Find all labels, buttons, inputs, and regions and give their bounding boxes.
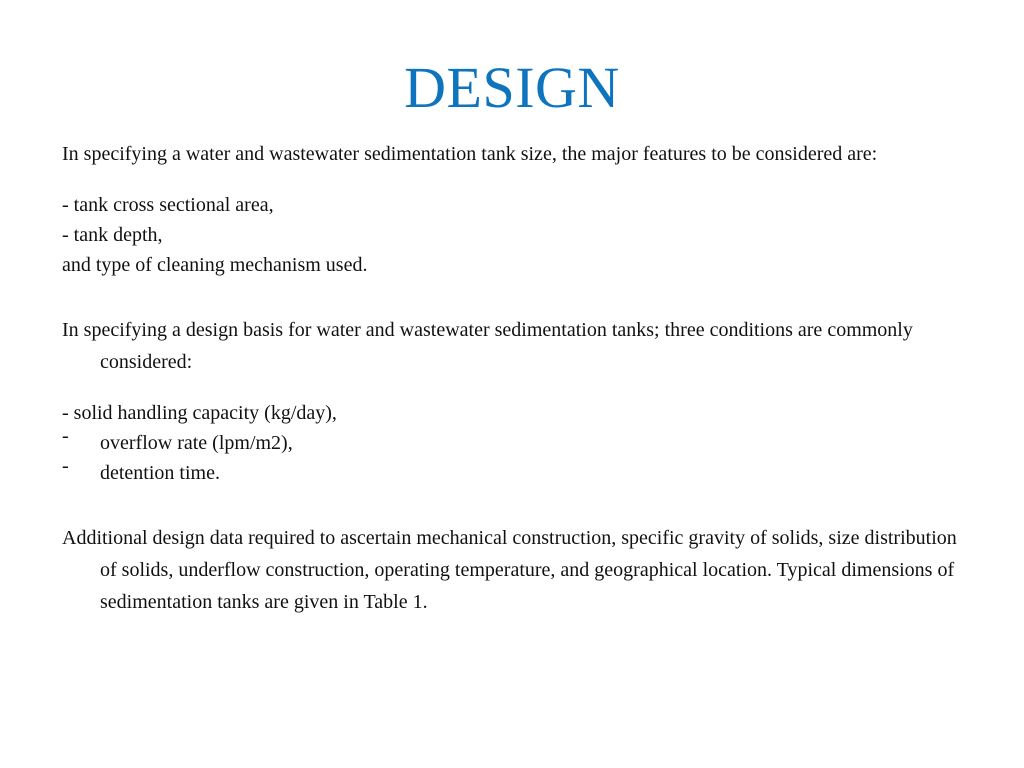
condition-item-overflow: [62, 425, 962, 458]
intro-paragraph: In specifying a water and wastewater sedimentation tank size, the major features to be considered are:: [62, 143, 878, 165]
condition-item-text: detention time.: [100, 462, 220, 484]
slide-title: DESIGN: [404, 55, 620, 120]
slide-body: [62, 138, 962, 618]
condition-item-solids: - solid handling capacity (kg/day),: [62, 402, 337, 424]
feature-item-cleaning: and type of cleaning mechanism used.: [62, 254, 368, 276]
condition-item-text: overflow rate (lpm/m2),: [100, 432, 293, 454]
design-basis-paragraph: In specifying a design basis for water and wastewater sedimentation tanks; three conditions are commonly considered:: [62, 319, 913, 373]
additional-data-paragraph: Additional design data required to ascertain mechanical construction, specific gravity of solids, size distribution of solids, underflow construction, operating temperature, and geographical location. Typical dimensions of sedimentation tanks are given in Table 1.: [62, 527, 957, 613]
feature-item-depth: - tank depth,: [62, 224, 163, 246]
feature-item-area: - tank cross sectional area,: [62, 194, 274, 216]
dash-bullet: -: [62, 425, 69, 447]
dash-bullet: -: [62, 455, 69, 477]
condition-item-detention: [62, 455, 962, 488]
